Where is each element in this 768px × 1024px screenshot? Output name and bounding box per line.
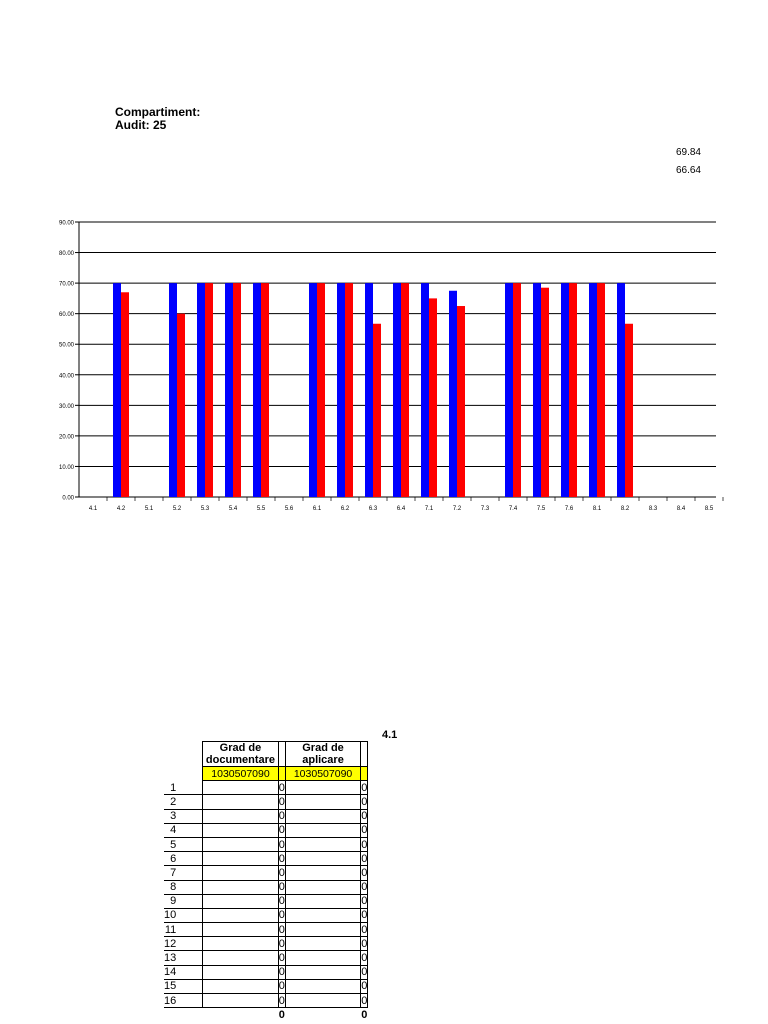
doc-total: 0 [278,952,285,965]
y-tick-label: 10.00 [58,464,74,471]
audit-label: Audit: 25 [115,118,167,132]
apl-total: 0 [361,895,368,908]
x-tick-label: 5.3 [200,506,210,512]
x-tick-label: 6.2 [340,506,350,512]
x-tick-label: 8.2 [620,506,630,512]
table-row [164,965,368,979]
row-index: 12 [164,937,203,951]
y-tick-label: 70.00 [58,281,74,288]
x-tick-label: 7.4 [508,506,518,512]
x-tick-label: 5.4 [228,506,238,512]
row-index: 4 [164,823,203,837]
apl-total: 0 [361,980,368,993]
doc-scale [203,767,278,781]
row-index: 5 [164,837,203,851]
row-index: 2 [164,795,203,809]
bar-documentare [253,283,261,497]
bar-aplicare [401,283,409,497]
bar-aplicare [513,283,521,497]
x-tick-label: 8.1 [592,506,602,512]
apl-cell[interactable] [285,923,360,937]
doc-total: 0 [278,866,285,879]
bar-aplicare [569,283,577,497]
table-row [164,809,368,823]
apl-total: 0 [361,994,368,1007]
sum-row [164,1008,368,1022]
bar-aplicare [597,283,605,497]
scale-value: 90 [340,767,353,780]
bar-aplicare [177,314,185,497]
doc-cell[interactable] [203,979,278,993]
bar-documentare [393,283,401,497]
doc-cell[interactable] [203,908,278,922]
bar-aplicare [261,283,269,497]
row-index: 7 [164,866,203,880]
apl-total: 0 [361,937,368,950]
doc-cell[interactable] [203,894,278,908]
scale-value: 70 [328,767,341,780]
apl-total: 0 [361,852,368,865]
bar-documentare [365,283,373,497]
y-tick-label: 40.00 [58,373,74,380]
row-index: 14 [164,965,203,979]
bar-aplicare [373,324,381,497]
doc-cell[interactable] [203,795,278,809]
bar-documentare [197,283,205,497]
x-tick-label: 6.4 [396,506,406,512]
bar-chart [0,210,768,520]
bar-documentare [337,283,345,497]
bar-documentare [589,283,597,497]
apl-total: 0 [361,838,368,851]
doc-total: 0 [278,994,285,1007]
table-row [164,852,368,866]
apl-total: 0 [361,810,368,823]
apl-scale [285,767,360,781]
apl-total: 0 [361,881,368,894]
row-index: 3 [164,809,203,823]
apl-total: 0 [361,781,368,794]
table-row [164,866,368,880]
table-title: 4.1 [382,729,398,741]
bar-documentare [113,283,121,497]
doc-cell[interactable] [203,937,278,951]
doc-cell[interactable] [203,880,278,894]
apl-cell[interactable] [285,866,360,880]
bar-aplicare [625,324,633,497]
apl-cell[interactable] [285,809,360,823]
x-tick-label: 7.5 [536,506,546,512]
scale-value: 30 [305,767,318,780]
bar-documentare [617,283,625,497]
x-tick-label: 5.6 [284,506,294,512]
table-row [164,795,368,809]
y-tick-label: 0.00 [62,495,74,502]
apl-cell[interactable] [285,937,360,951]
table-row [164,994,368,1008]
apl-cell[interactable] [285,781,360,795]
apl-cell[interactable] [285,852,360,866]
doc-cell[interactable] [203,965,278,979]
row-index: 1 [164,781,203,795]
scale-value: 70 [246,767,258,780]
apl-cell[interactable] [285,837,360,851]
apl-total: 0 [361,909,368,922]
row-index: 11 [164,923,203,937]
bar-documentare [169,283,177,497]
scale-value: 10 [293,767,306,780]
doc-sum: 0 [278,1008,285,1021]
x-tick-label: 5.5 [256,506,266,512]
apl-cell[interactable] [285,994,360,1008]
x-tick-label: 6.1 [312,506,322,512]
row-index: 13 [164,951,203,965]
bar-aplicare [429,298,437,497]
bar-documentare [449,291,457,497]
table-row [164,937,368,951]
average-aplicare: 66.64 [675,165,701,176]
apl-total: 0 [361,795,368,808]
table-row [164,979,368,993]
scale-value: 90 [258,767,270,780]
apl-cell[interactable] [285,823,360,837]
doc-total: 0 [278,781,285,794]
doc-total: 0 [278,852,285,865]
doc-header: Grad de documentare [203,742,278,767]
y-tick-label: 80.00 [58,251,74,258]
table-row [164,880,368,894]
apl-sum: 0 [361,1008,368,1021]
doc-total: 0 [278,966,285,979]
doc-cell[interactable] [203,809,278,823]
apl-cell[interactable] [285,965,360,979]
x-tick-label: 6.3 [368,506,378,512]
x-tick-label: 4.2 [116,506,126,512]
doc-total: 0 [278,923,285,936]
bar-documentare [225,283,233,497]
apl-cell[interactable] [285,795,360,809]
table-row [164,781,368,795]
x-tick-label: 7.3 [480,506,490,512]
table-row [164,923,368,937]
scale-value: 50 [317,767,329,780]
doc-cell[interactable] [203,923,278,937]
doc-cell[interactable] [203,852,278,866]
x-tick-label: 8.3 [648,506,658,512]
bar-documentare [505,283,513,497]
scale-value: 50 [234,767,247,780]
bar-aplicare [205,283,213,497]
x-tick-label: 8.5 [704,506,714,512]
doc-total: 0 [278,824,285,837]
row-index: 9 [164,894,203,908]
y-tick-label: 90.00 [58,220,74,227]
doc-total: 0 [278,937,285,950]
apl-total: 0 [361,952,368,965]
y-tick-label: 50.00 [58,342,74,349]
apl-total: 0 [361,966,368,979]
row-index: 16 [164,994,203,1008]
bar-documentare [421,283,429,497]
bar-documentare [309,283,317,497]
table-row [164,837,368,851]
doc-total: 0 [278,881,285,894]
doc-cell[interactable] [203,994,278,1008]
assessment-table [164,741,368,1021]
y-tick-label: 20.00 [58,434,74,441]
doc-total: 0 [278,795,285,808]
x-tick-label: 4.1 [88,506,98,512]
row-index: 10 [164,908,203,922]
report-header [115,106,200,132]
x-tick-label: 5.1 [144,506,154,512]
table-row [164,908,368,922]
apl-total: 0 [361,824,368,837]
doc-total: 0 [278,895,285,908]
apl-cell[interactable] [285,880,360,894]
doc-total: 0 [278,838,285,851]
bar-documentare [533,283,541,497]
doc-total: 0 [278,980,285,993]
doc-cell[interactable] [203,951,278,965]
x-tick-label: 5.2 [172,506,182,512]
bar-aplicare [233,283,241,497]
doc-cell[interactable] [203,837,278,851]
apl-cell[interactable] [285,979,360,993]
apl-cell[interactable] [285,908,360,922]
x-tick-label: 7.1 [424,506,434,512]
apl-total: 0 [361,866,368,879]
bar-aplicare [541,288,549,497]
doc-total: 0 [278,909,285,922]
doc-cell[interactable] [203,866,278,880]
scale-value: 30 [222,767,235,780]
apl-total: 0 [361,923,368,936]
table-row [164,823,368,837]
bar-aplicare [121,292,129,497]
doc-total: 0 [278,810,285,823]
bar-aplicare [317,283,325,497]
bar-aplicare [457,306,465,497]
row-index: 6 [164,852,203,866]
bar-documentare [561,283,569,497]
scale-value: 10 [211,767,223,780]
y-tick-label: 30.00 [58,403,74,410]
apl-cell[interactable] [285,894,360,908]
doc-cell[interactable] [203,823,278,837]
apl-cell[interactable] [285,951,360,965]
average-documentare: 69.84 [675,147,701,158]
x-tick-label: 7.6 [564,506,574,512]
x-tick-label: 8.4 [676,506,686,512]
y-tick-label: 60.00 [58,312,74,319]
row-index: 15 [164,979,203,993]
row-index: 8 [164,880,203,894]
x-tick-label: 7.2 [452,506,462,512]
apl-header: Grad de aplicare [285,742,360,767]
compartiment-label: Compartiment: [115,105,201,119]
doc-cell[interactable] [203,781,278,795]
table-row [164,951,368,965]
table-row [164,894,368,908]
bar-aplicare [345,283,353,497]
